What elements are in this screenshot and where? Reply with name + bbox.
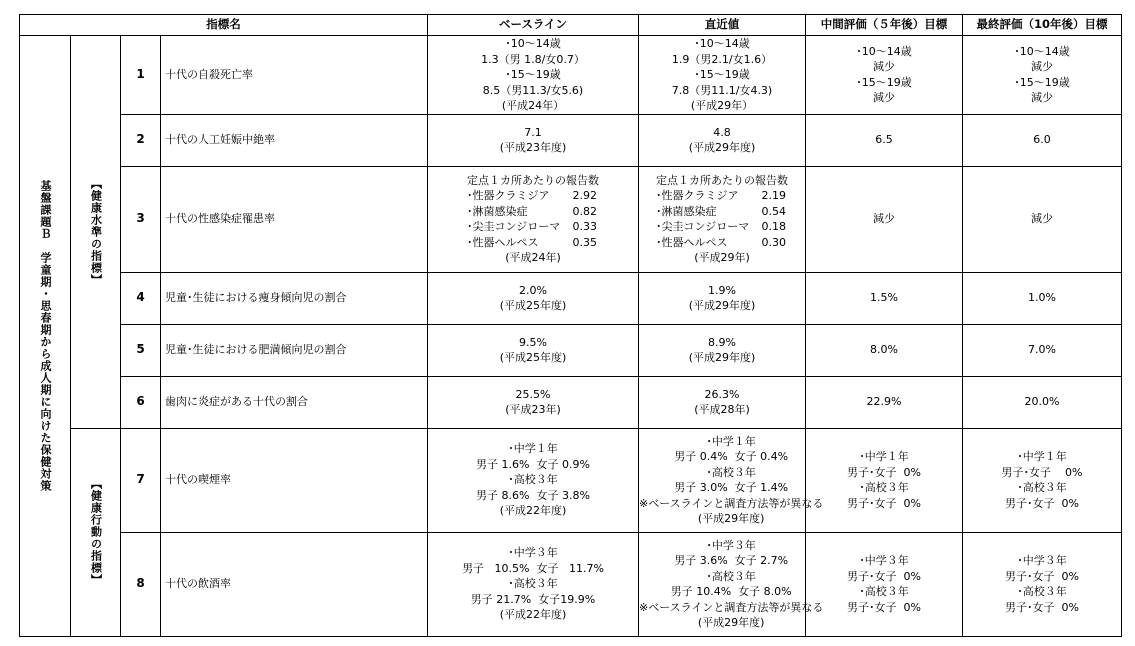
- sti-item-label: ･性器ヘルペス: [467, 235, 539, 249]
- sti-item-label: ･性器ヘルペス: [656, 235, 728, 249]
- cell-line: (平成29年度): [697, 512, 765, 525]
- subcategory-health-level-label: 【健康水準の指標】: [89, 177, 103, 286]
- cell-line: ･高校３年: [706, 465, 756, 479]
- final-goal-cell: [963, 324, 1122, 376]
- indicator-name: 十代の喫煙率: [161, 428, 428, 532]
- cell-line: ･10～14歳: [694, 37, 750, 50]
- baseline-cell: [428, 324, 639, 376]
- mid-goal-cell: [806, 114, 963, 166]
- cell-line: 男子 8.6% 女子 3.8%: [476, 488, 590, 502]
- sti-item-label: ･性器クラミジア: [467, 189, 550, 202]
- cell-line: 1.5%: [870, 291, 898, 305]
- subcategory-health-behavior-cell: [71, 428, 121, 636]
- sti-item: [467, 188, 597, 204]
- row-number: 7: [121, 428, 161, 532]
- cell-line: ･中学１年: [706, 434, 756, 448]
- baseline-cell: [428, 272, 639, 324]
- cell-line: 20.0%: [1024, 395, 1060, 409]
- cell-line: 男子･女子 0%: [847, 496, 921, 510]
- final-goal-cell: [963, 114, 1122, 166]
- cell-line: 25.5%: [515, 387, 551, 401]
- cell-lines: [462, 545, 604, 623]
- cell-line: ･中学１年: [508, 442, 558, 456]
- cell-line: 男子 10.5% 女子 11.7%: [462, 561, 604, 575]
- baseline-cell: [428, 376, 639, 428]
- row-number: 2: [121, 114, 161, 166]
- cell-line: (平成29年）: [690, 99, 754, 112]
- cell-line: 26.3%: [704, 387, 740, 401]
- sti-item: [656, 188, 786, 204]
- latest-cell: [639, 166, 806, 272]
- sti-item-label: ･淋菌感染症: [656, 204, 717, 218]
- header-final-goal: 最終評価（10年後）目標: [963, 15, 1122, 36]
- cell-line: ･15～19歳: [505, 68, 561, 81]
- cell-line: 7.0%: [1028, 343, 1056, 357]
- cell-line: ･中学３年: [1017, 554, 1067, 567]
- cell-line: ･15～19歳: [856, 75, 912, 89]
- cell-lines: [1014, 44, 1070, 106]
- cell-line: ･15～19歳: [694, 68, 750, 81]
- sti-item-value: 0.33: [572, 220, 597, 233]
- sti-item: [656, 219, 786, 235]
- cell-line: 4.8: [713, 125, 731, 139]
- cell-lines: [639, 434, 823, 527]
- latest-cell: [639, 324, 806, 376]
- cell-line: (平成23年度): [499, 141, 567, 154]
- table-row: [20, 272, 1122, 324]
- indicator-name: 歯肉に炎症がある十代の割合: [161, 376, 428, 428]
- cell-line: (平成28年): [694, 403, 750, 416]
- cell-line: 男子 21.7% 女子19.9%: [470, 592, 596, 606]
- mid-goal-cell: [806, 428, 963, 532]
- cell-lines: [1002, 449, 1083, 511]
- sti-report-heading: 定点１カ所あたりの報告数: [467, 173, 599, 187]
- cell-lines: [689, 125, 756, 156]
- cell-lines: [1033, 132, 1051, 148]
- indicator-table: [19, 14, 1122, 637]
- cell-line: 8.9%: [708, 335, 736, 349]
- sti-report-block: [467, 173, 599, 266]
- baseline-cell: [428, 532, 639, 636]
- sti-item-label: ･尖圭コンジローマ: [656, 220, 750, 233]
- cell-lines: [689, 335, 756, 366]
- cell-lines: [847, 553, 921, 615]
- table-header-row: [20, 15, 1122, 36]
- mid-goal-cell: [806, 324, 963, 376]
- header-latest: 直近値: [639, 15, 806, 36]
- cell-line: ･高校３年: [1017, 585, 1067, 598]
- cell-lines: [500, 283, 567, 314]
- final-goal-cell: [963, 376, 1122, 428]
- cell-line: 2.0%: [519, 283, 547, 297]
- cell-line: 男子 1.6% 女子 0.9%: [476, 457, 590, 471]
- cell-lines: [870, 290, 898, 306]
- table-row: [20, 166, 1122, 272]
- sti-item: [467, 219, 597, 235]
- mid-goal-cell: [806, 166, 963, 272]
- cell-lines: [1005, 553, 1079, 615]
- cell-line: 減少: [1031, 60, 1053, 74]
- cell-line: (平成25年度): [499, 299, 567, 312]
- indicator-name: 十代の人工妊娠中絶率: [161, 114, 428, 166]
- cell-lines: [639, 538, 823, 631]
- cell-lines: [856, 44, 912, 106]
- table-row: [20, 376, 1122, 428]
- cell-line: ･10～14歳: [856, 44, 912, 58]
- cell-lines: [672, 36, 772, 114]
- cell-line: (平成24年）: [501, 99, 565, 112]
- table-row: [20, 36, 1122, 115]
- sti-item-value: 0.30: [761, 235, 786, 249]
- indicator-name: 十代の自殺死亡率: [161, 36, 428, 115]
- cell-line: ※ベースラインと調査方法等が異なる: [639, 600, 824, 614]
- indicator-name: 児童･生徒における痩身傾向児の割合: [161, 272, 428, 324]
- baseline-cell: [428, 166, 639, 272]
- subcategory-health-level-cell: [71, 36, 121, 429]
- table-row: [20, 324, 1122, 376]
- header-baseline: ベースライン: [428, 15, 639, 36]
- cell-line: 9.5%: [519, 335, 547, 349]
- cell-line: 減少: [873, 212, 895, 226]
- cell-line: 22.9%: [866, 395, 902, 409]
- cell-line: (平成22年度): [499, 504, 567, 518]
- cell-line: 男子･女子 0%: [1005, 600, 1079, 614]
- cell-lines: [694, 387, 750, 418]
- sti-report-heading: 定点１カ所あたりの報告数: [656, 173, 788, 187]
- cell-line: ･10～14歳: [1014, 44, 1070, 58]
- row-number: 6: [121, 376, 161, 428]
- cell-lines: [873, 211, 895, 227]
- cell-line: 7.1: [524, 125, 542, 139]
- cell-lines: [500, 335, 567, 366]
- latest-cell: [639, 376, 806, 428]
- cell-lines: [500, 125, 567, 156]
- cell-line: (平成23年): [505, 403, 561, 416]
- header-mid-goal: 中間評価（５年後）目標: [806, 15, 963, 36]
- cell-lines: [476, 441, 590, 519]
- cell-lines: [847, 449, 921, 511]
- cell-line: 男子 10.4% 女子 8.0%: [670, 585, 792, 598]
- cell-line: ※ベースラインと調査方法等が異なる: [639, 496, 824, 510]
- cell-line: 6.5: [875, 133, 893, 147]
- cell-line: 1.3（男 1.8/女0.7）: [481, 52, 585, 66]
- cell-line: ･高校３年: [508, 577, 558, 591]
- sti-item: [467, 235, 597, 251]
- cell-lines: [689, 283, 756, 314]
- cell-line: (平成29年度): [688, 141, 756, 154]
- sti-report-year: (平成24年): [505, 251, 561, 264]
- cell-line: 減少: [1031, 212, 1053, 226]
- cell-line: ･高校３年: [859, 481, 909, 494]
- cell-lines: [870, 342, 898, 358]
- cell-line: 男子･女子 0%: [847, 569, 921, 583]
- cell-line: (平成29年度): [688, 351, 756, 364]
- cell-line: ･中学３年: [706, 538, 756, 552]
- cell-lines: [481, 36, 585, 114]
- latest-cell: [639, 36, 806, 115]
- cell-line: 男子･女子 0%: [1005, 496, 1079, 510]
- cell-line: 減少: [873, 60, 895, 74]
- latest-cell: [639, 272, 806, 324]
- final-goal-cell: [963, 272, 1122, 324]
- mid-goal-cell: [806, 376, 963, 428]
- cell-line: 男子 3.6% 女子 2.7%: [674, 554, 789, 567]
- sti-item-value: 0.54: [761, 204, 786, 218]
- cell-line: ･高校３年: [508, 473, 558, 487]
- cell-lines: [1031, 211, 1053, 227]
- row-number: 1: [121, 36, 161, 115]
- table-row: [20, 532, 1122, 636]
- latest-cell: [639, 428, 824, 532]
- cell-line: 7.8（男11.1/女4.3): [671, 83, 773, 97]
- cell-line: ･15～19歳: [1014, 75, 1070, 89]
- cell-line: (平成29年度): [697, 616, 765, 629]
- sti-item-label: ･性器クラミジア: [656, 189, 739, 202]
- cell-line: ･中学３年: [508, 546, 558, 560]
- cell-line: ･高校３年: [706, 569, 756, 583]
- baseline-cell: [428, 428, 639, 532]
- cell-lines: [875, 132, 893, 148]
- sti-item-value: 2.19: [761, 189, 786, 202]
- baseline-cell: [428, 114, 639, 166]
- cell-lines: [505, 387, 561, 418]
- cell-line: ･高校３年: [1017, 481, 1067, 494]
- cell-lines: [1028, 290, 1056, 306]
- sti-item: [467, 204, 597, 220]
- cell-line: ･中学１年: [1017, 450, 1067, 463]
- subcategory-health-behavior-label: 【健康行動の指標】: [89, 478, 103, 586]
- indicator-name: 十代の性感染症罹患率: [161, 166, 428, 272]
- cell-line: (平成29年度): [688, 299, 756, 312]
- row-number: 3: [121, 166, 161, 272]
- row-number: 4: [121, 272, 161, 324]
- cell-lines: [1025, 394, 1060, 410]
- mid-goal-cell: [806, 532, 963, 636]
- cell-lines: [1028, 342, 1056, 358]
- category-label: 基盤課題Ｂ 学童期・思春期から成人期に向けた保健対策: [39, 179, 52, 492]
- latest-cell: [639, 114, 806, 166]
- mid-goal-cell: [806, 272, 963, 324]
- cell-line: 男子･女子 0%: [847, 465, 921, 479]
- cell-line: (平成25年度): [499, 351, 567, 364]
- sti-item-label: ･淋菌感染症: [467, 204, 528, 218]
- cell-line: ･中学３年: [859, 554, 909, 567]
- sti-item: [656, 235, 786, 251]
- cell-line: 減少: [1031, 91, 1053, 105]
- cell-line: 減少: [873, 91, 895, 105]
- sti-item-value: 0.18: [761, 220, 786, 233]
- cell-line: ･10～14歳: [505, 37, 561, 50]
- latest-cell: [639, 532, 824, 636]
- cell-line: 8.5（男11.3/女5.6): [482, 83, 584, 97]
- cell-line: 男子･女子 0%: [1001, 465, 1083, 479]
- baseline-cell: [428, 36, 639, 115]
- sti-report-year: (平成29年): [694, 251, 750, 264]
- sti-item-value: 0.35: [572, 235, 597, 249]
- final-goal-cell: [963, 36, 1122, 115]
- row-number: 8: [121, 532, 161, 636]
- cell-line: 男子 3.0% 女子 1.4%: [674, 481, 789, 494]
- sti-report-block: [656, 173, 788, 266]
- cell-line: 1.0%: [1028, 291, 1056, 305]
- cell-line: 6.0: [1033, 133, 1051, 147]
- header-indicator-name: 指標名: [20, 15, 428, 36]
- table-row: [20, 428, 1122, 532]
- sti-item-value: 0.82: [572, 204, 597, 218]
- final-goal-cell: [963, 532, 1122, 636]
- indicator-name: 十代の飲酒率: [161, 532, 428, 636]
- cell-line: 男子･女子 0%: [847, 600, 921, 614]
- indicator-name: 児童･生徒における肥満傾向児の割合: [161, 324, 428, 376]
- mid-goal-cell: [806, 36, 963, 115]
- cell-lines: [867, 394, 902, 410]
- final-goal-cell: [963, 166, 1122, 272]
- cell-line: ･中学１年: [859, 450, 909, 463]
- cell-line: ･高校３年: [859, 585, 909, 598]
- cell-line: 8.0%: [870, 343, 898, 357]
- sti-item-value: 2.92: [572, 189, 597, 202]
- table-row: [20, 114, 1122, 166]
- sti-item: [656, 204, 786, 220]
- cell-line: 男子 0.4% 女子 0.4%: [674, 450, 789, 463]
- sti-item-label: ･尖圭コンジローマ: [467, 220, 561, 233]
- cell-line: (平成22年度): [499, 608, 567, 622]
- row-number: 5: [121, 324, 161, 376]
- final-goal-cell: [963, 428, 1122, 532]
- cell-line: 1.9（男2.1/女1.6）: [671, 52, 773, 66]
- cell-line: 1.9%: [708, 283, 736, 297]
- cell-line: 男子･女子 0%: [1005, 569, 1079, 583]
- category-cell: [20, 36, 71, 637]
